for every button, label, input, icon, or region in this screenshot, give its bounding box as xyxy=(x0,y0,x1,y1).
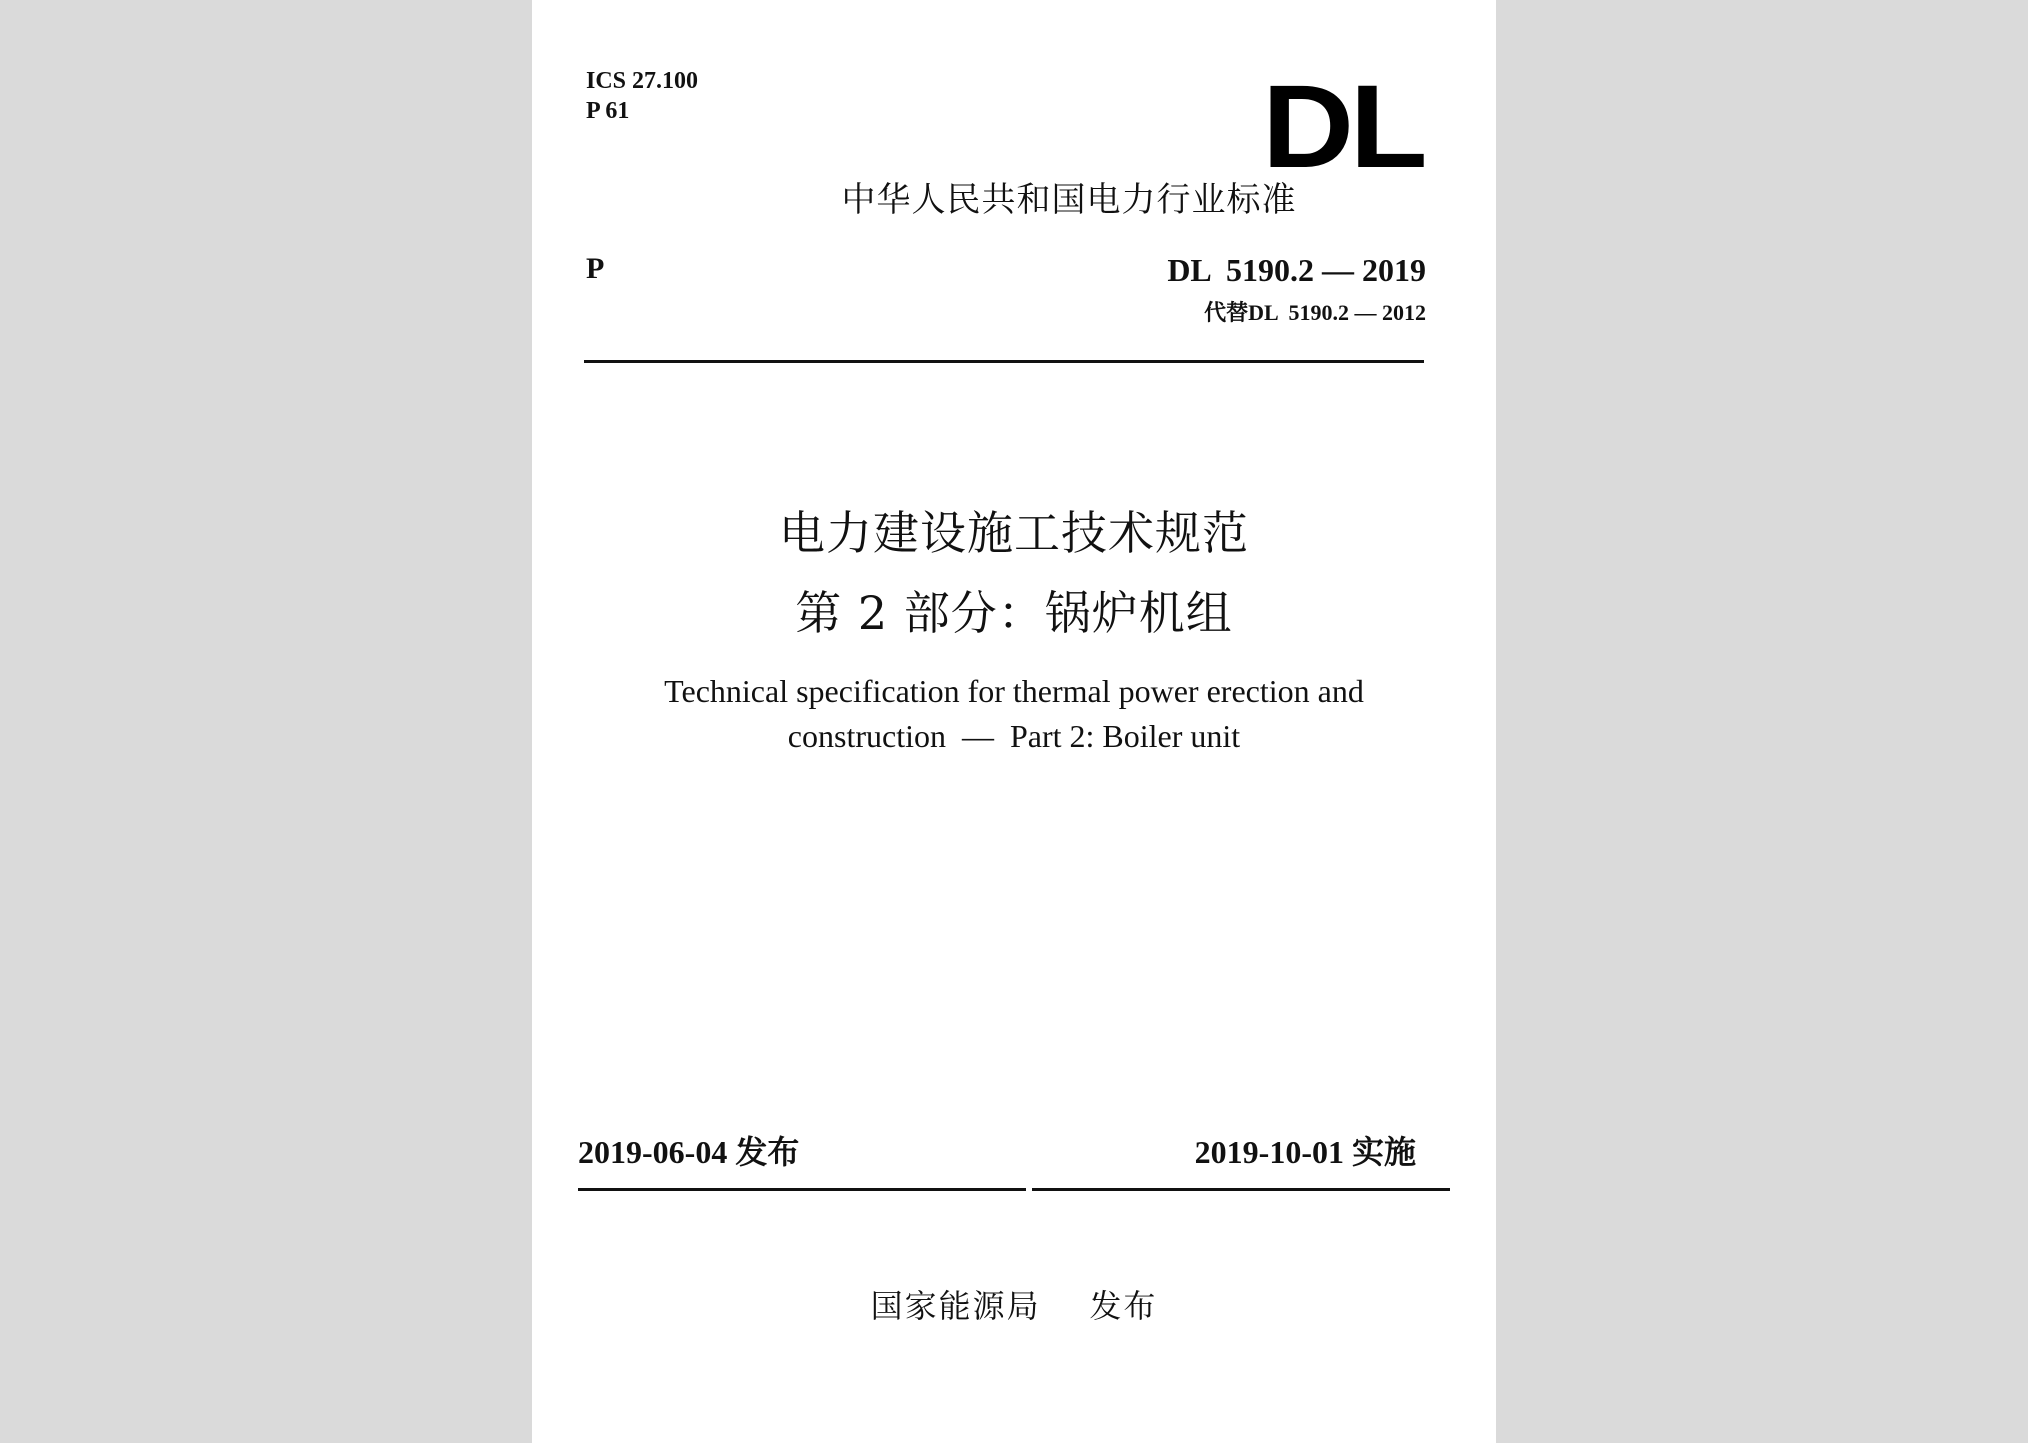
issue-date xyxy=(578,1133,800,1171)
ics-code: ICS 27.100 xyxy=(586,68,699,94)
issuer-name: 国家能源局 xyxy=(870,1287,1041,1325)
title-en-line2: construction — Part 2: Boiler unit xyxy=(787,718,1241,754)
title-cn-line2: 第 2 部分：锅炉机组 xyxy=(795,586,1233,640)
issue-date-value: 2019-06-04 xyxy=(578,1134,728,1170)
replaces-label: 代替 xyxy=(1204,301,1249,326)
implement-date xyxy=(1194,1133,1416,1171)
title-cn-line1: 电力建设施工技术规范 xyxy=(779,506,1249,560)
implement-date-label: 实施 xyxy=(1351,1133,1416,1171)
title-en-line1: Technical specification for thermal power erection and xyxy=(664,673,1364,709)
industry-standard-title: 中华人民共和国电力行业标准 xyxy=(841,180,1297,220)
replaces-number: DL 5190.2 — 2012 xyxy=(1248,300,1426,325)
dl-logo: DL xyxy=(1262,61,1424,193)
standard-number: DL 5190.2 — 2019 xyxy=(1167,252,1426,288)
issuer-line xyxy=(532,1287,1496,1325)
issue-date-label: 发布 xyxy=(735,1133,800,1171)
header-divider xyxy=(584,360,1424,363)
category-letter: P xyxy=(586,252,605,285)
date-divider-right xyxy=(1032,1188,1450,1191)
date-divider-left xyxy=(578,1188,1026,1191)
replaces-line xyxy=(1204,302,1426,325)
implement-date-value: 2019-10-01 xyxy=(1194,1134,1344,1170)
standard-cover-page xyxy=(532,0,1496,1443)
issuer-label: 发布 xyxy=(1089,1287,1158,1325)
ccs-code: P 61 xyxy=(586,98,630,124)
